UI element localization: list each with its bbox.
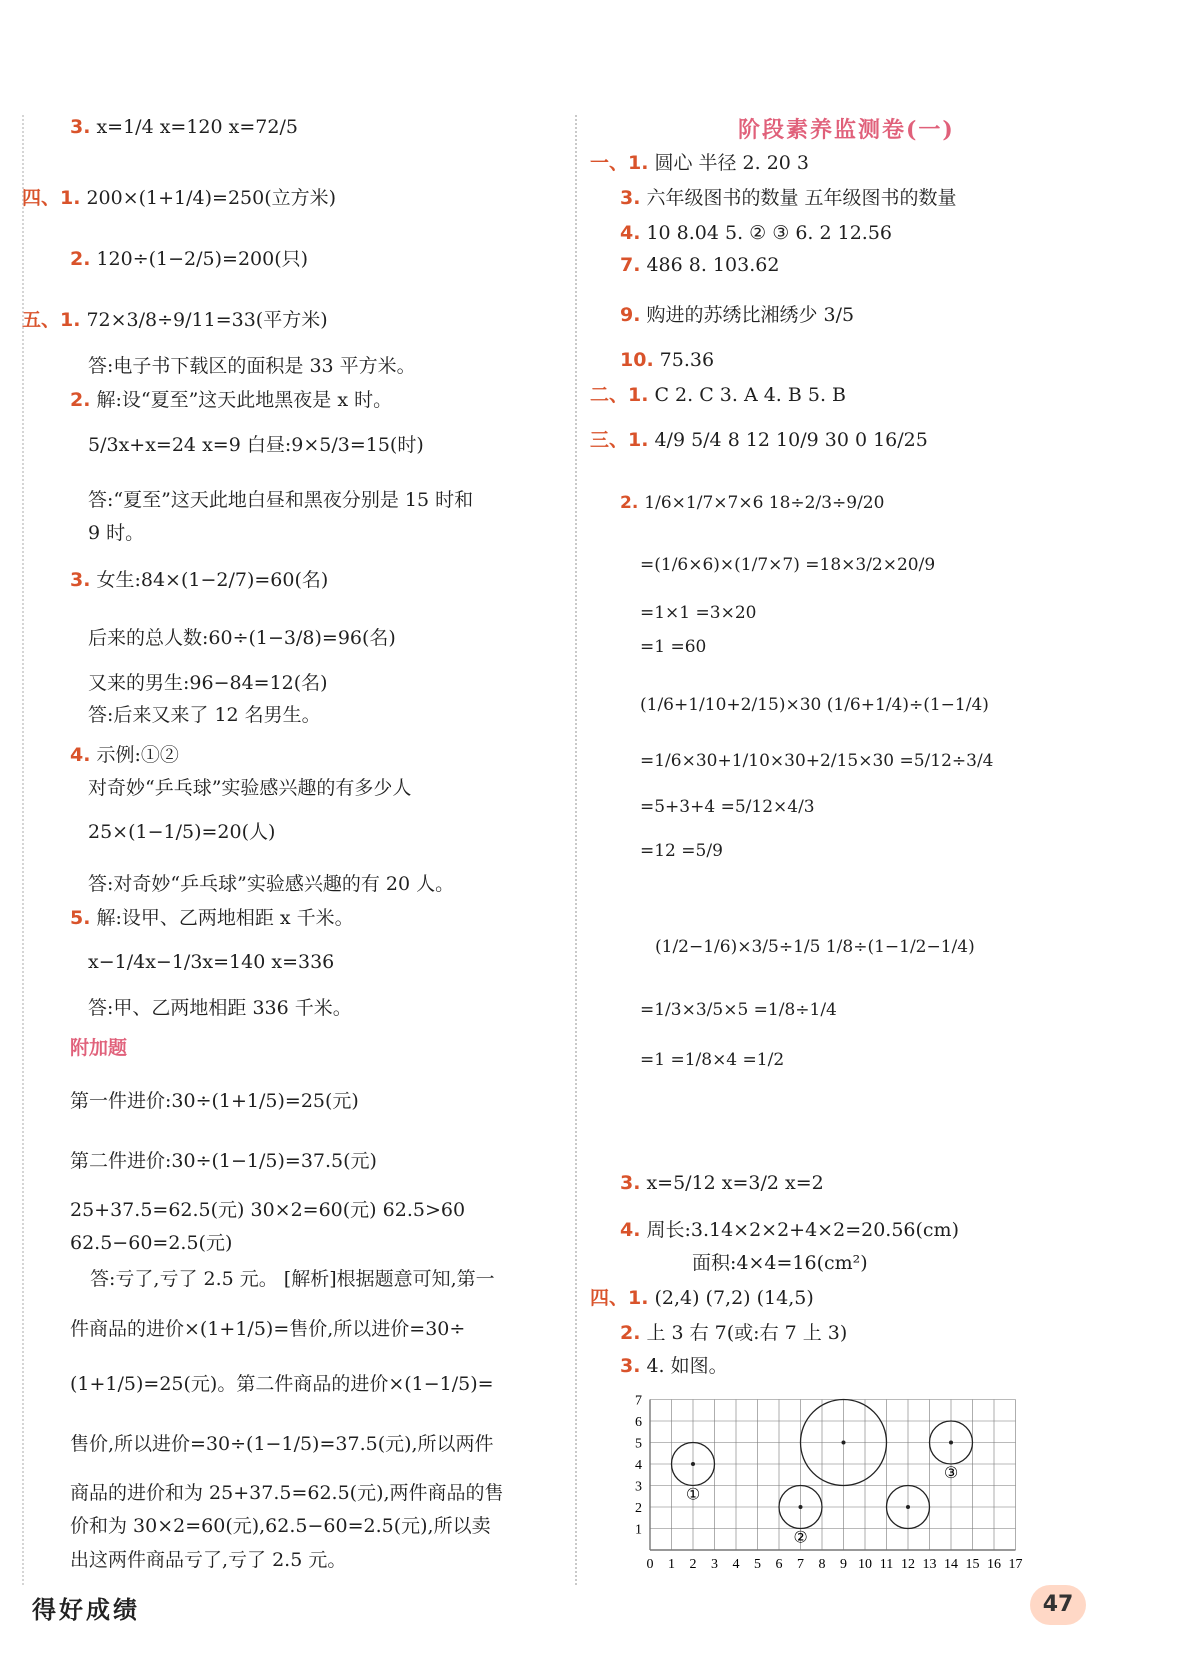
answer-line	[640, 995, 837, 1025]
answer-text: C 2. C 3. A 4. B 5. B	[654, 384, 847, 406]
answer-line	[620, 183, 957, 213]
answer-text: 答:后来又来了 12 名男生。	[88, 704, 321, 726]
answer-text: 5/3x+x=24 x=9 白昼:9×5/3=15(时)	[88, 434, 424, 456]
x-tick-label: 2	[689, 1557, 697, 1572]
answer-text: 1/6×1/7×7×6 18÷2/3÷9/20	[644, 493, 885, 513]
answer-line	[620, 1351, 728, 1381]
footer-brand: 得好成绩	[32, 1595, 140, 1624]
y-tick-label: 3	[635, 1479, 642, 1495]
item-number: 一、1.	[590, 152, 649, 174]
answer-text: 示例:①②	[96, 744, 179, 766]
answer-line	[88, 700, 321, 730]
item-number: 2.	[620, 1322, 641, 1344]
item-number: 二、1.	[590, 384, 649, 406]
answer-text: 答:“夏至”这天此地白昼和黑夜分别是 15 时和	[88, 489, 474, 511]
coordinate-grid	[625, 1385, 1045, 1575]
answer-line	[70, 1033, 127, 1063]
item-number: 三、1.	[590, 429, 649, 451]
circle-label: ①	[685, 1484, 701, 1504]
answer-text: 4/9 5/4 8 12 10/9 30 0 16/25	[654, 429, 928, 451]
answer-text: =1 =60	[640, 637, 707, 657]
answer-line	[70, 1195, 465, 1225]
answer-line	[620, 300, 854, 330]
x-tick-label: 3	[711, 1557, 718, 1572]
answer-line	[655, 932, 975, 962]
answer-line	[70, 1511, 491, 1541]
answer-line	[70, 112, 298, 142]
item-number: 4.	[70, 744, 91, 766]
answer-line	[620, 1168, 824, 1198]
answer-text: (2,4) (7,2) (14,5)	[654, 1287, 814, 1309]
x-tick-label: 1	[668, 1557, 675, 1572]
x-tick-label: 13	[922, 1557, 937, 1572]
circle-label: ②	[793, 1527, 808, 1547]
item-number: 2.	[70, 389, 91, 411]
circle-center-dot	[799, 1505, 803, 1509]
answer-line	[70, 740, 179, 770]
answer-text: 上 3 右 7(或:右 7 上 3)	[646, 1322, 848, 1344]
answer-line	[640, 1045, 784, 1075]
answer-line	[70, 1429, 494, 1459]
item-number: 3.	[70, 569, 91, 591]
answer-text: 答:电子书下载区的面积是 33 平方米。	[88, 355, 416, 377]
item-number: 9.	[620, 304, 641, 326]
y-tick-label: 2	[635, 1501, 642, 1516]
answer-text: 答:对奇妙“乒乓球”实验感兴趣的有 20 人。	[88, 873, 455, 895]
answer-text: (1/2−1/6)×3/5÷1/5 1/8÷(1−1/2−1/4)	[655, 937, 975, 957]
circle-label: ③	[943, 1463, 959, 1482]
answer-text: 出这两件商品亏了,亏了 2.5 元。	[70, 1549, 347, 1571]
answer-line	[88, 623, 396, 653]
answer-line	[88, 869, 454, 899]
answer-line	[70, 1314, 465, 1344]
item-number: 2.	[620, 493, 639, 513]
answer-line	[88, 485, 473, 515]
answer-line	[70, 1545, 346, 1575]
answer-text: 附加题	[70, 1037, 128, 1059]
answer-line	[70, 1228, 232, 1258]
answer-line	[70, 1146, 377, 1176]
item-number: 3.	[620, 1172, 641, 1194]
answer-text: 25+37.5=62.5(元) 30×2=60(元) 62.5>60	[70, 1199, 466, 1221]
answer-text: 25×(1−1/5)=20(人)	[88, 821, 276, 843]
item-number: 5.	[70, 907, 91, 929]
x-tick-label: 7	[797, 1557, 804, 1572]
item-number: 四、1.	[590, 1287, 649, 1309]
x-tick-label: 0	[646, 1557, 654, 1572]
answer-text: 圆心 半径 2. 20 3	[654, 152, 810, 174]
answer-text: 120÷(1−2/5)=200(只)	[96, 248, 309, 270]
answer-line	[70, 1369, 494, 1399]
x-tick-label: 11	[879, 1557, 894, 1572]
answer-line	[640, 792, 815, 822]
answer-line	[22, 305, 328, 335]
circle-center-dot	[691, 1462, 695, 1466]
answer-text: x−1/4x−1/3x=140 x=336	[88, 951, 335, 973]
answer-text: 购进的苏绣比湘绣少 3/5	[646, 304, 855, 326]
answer-text: 486 8. 103.62	[646, 254, 780, 276]
answer-line	[620, 1318, 847, 1348]
circle-center-dot	[842, 1441, 846, 1445]
x-tick-label: 4	[732, 1557, 740, 1572]
answer-text: 件商品的进价×(1+1/5)=售价,所以进价=30÷	[70, 1318, 466, 1340]
item-number: 四、1.	[22, 187, 81, 209]
y-tick-label: 4	[635, 1458, 642, 1473]
answer-text: 75.36	[659, 349, 715, 371]
answer-text: 200×(1+1/4)=250(立方米)	[86, 187, 337, 209]
answer-text: 六年级图书的数量 五年级图书的数量	[646, 187, 957, 209]
item-number: 3.	[620, 187, 641, 209]
answer-line	[620, 250, 779, 280]
x-tick-label: 15	[965, 1557, 980, 1572]
answer-text: 解:设“夏至”这天此地黑夜是 x 时。	[96, 389, 393, 411]
answer-line	[620, 345, 714, 375]
answer-line	[70, 1086, 359, 1116]
answer-text: 9 时。	[88, 522, 145, 544]
y-tick-label: 5	[635, 1436, 642, 1452]
item-number: 五、1.	[22, 309, 81, 331]
answer-text: 第二件进价:30÷(1−1/5)=37.5(元)	[70, 1150, 377, 1172]
answer-text: 解:设甲、乙两地相距 x 千米。	[96, 907, 354, 929]
answer-text: =12 =5/9	[640, 841, 723, 861]
x-tick-label: 5	[754, 1557, 761, 1572]
answer-text: =1×1 =3×20	[640, 603, 757, 623]
answer-text: 62.5−60=2.5(元)	[70, 1232, 233, 1254]
item-number: 10.	[620, 349, 654, 371]
answer-text: =5+3+4 =5/12×4/3	[640, 797, 815, 817]
answer-text: (1+1/5)=25(元)。第二件商品的进价×(1−1/5)=	[70, 1373, 494, 1395]
y-tick-label: 7	[635, 1393, 642, 1409]
x-tick-label: 14	[944, 1557, 958, 1572]
answer-line	[70, 565, 328, 595]
item-number: 2.	[70, 248, 91, 270]
x-tick-label: 8	[818, 1557, 826, 1572]
answer-text: 售价,所以进价=30÷(1−1/5)=37.5(元),所以两件	[70, 1433, 494, 1455]
answer-line	[88, 351, 416, 381]
answer-text: 第一件进价:30÷(1+1/5)=25(元)	[70, 1090, 359, 1112]
x-tick-label: 6	[775, 1557, 783, 1572]
answer-line	[88, 773, 411, 803]
answer-line	[640, 746, 994, 776]
answer-line	[620, 1215, 959, 1245]
answer-line	[590, 148, 809, 178]
y-tick-label: 1	[635, 1522, 642, 1538]
x-tick-label: 16	[987, 1557, 1001, 1572]
left-margin-rule	[22, 115, 24, 1585]
answer-text: 女生:84×(1−2/7)=60(名)	[96, 569, 329, 591]
answer-line	[70, 244, 308, 274]
answer-line	[590, 380, 846, 410]
answer-line	[88, 817, 275, 847]
answer-line	[640, 836, 723, 866]
answer-line	[70, 903, 354, 933]
answer-line	[692, 1248, 868, 1278]
x-tick-label: 9	[840, 1557, 847, 1572]
answer-text: 4. 如图。	[646, 1355, 728, 1377]
circle-center-dot	[949, 1441, 953, 1445]
answer-text: =1/3×3/5×5 =1/8÷1/4	[640, 1000, 837, 1020]
answer-text: =(1/6×6)×(1/7×7) =18×3/2×20/9	[640, 555, 936, 575]
answer-line	[590, 1283, 814, 1313]
answer-line	[620, 218, 892, 248]
answer-line	[88, 518, 144, 548]
section-title: 阶段素养监测卷(一)	[738, 117, 955, 143]
answer-text: 面积:4×4=16(cm²)	[692, 1252, 868, 1274]
x-tick-label: 17	[1008, 1557, 1023, 1572]
answer-text: 后来的总人数:60÷(1−3/8)=96(名)	[88, 627, 396, 649]
answer-line	[88, 993, 352, 1023]
answer-text: 对奇妙“乒乓球”实验感兴趣的有多少人	[88, 777, 412, 799]
item-number: 4.	[620, 222, 641, 244]
answer-line	[590, 425, 928, 455]
item-number: 4.	[620, 1219, 641, 1241]
answer-text: =1 =1/8×4 =1/2	[640, 1050, 785, 1070]
circle-center-dot	[906, 1505, 910, 1509]
x-tick-label: 12	[901, 1557, 915, 1572]
answer-text: 周长:3.14×2×2+4×2=20.56(cm)	[646, 1219, 959, 1241]
answer-line	[70, 1478, 504, 1508]
page-number: 47	[1030, 1585, 1086, 1625]
answer-line	[620, 488, 884, 518]
answer-line	[88, 668, 328, 698]
answer-text: 商品的进价和为 25+37.5=62.5(元),两件商品的售	[70, 1482, 504, 1504]
answer-text: 10 8.04 5. ② ③ 6. 2 12.56	[646, 222, 893, 244]
answer-line	[88, 430, 424, 460]
answer-line	[88, 947, 334, 977]
answer-text: 答:亏了,亏了 2.5 元。 [解析]根据题意可知,第一	[90, 1268, 495, 1290]
answer-text: 72×3/8÷9/11=33(平方米)	[86, 309, 328, 331]
answer-line	[640, 550, 935, 580]
answer-text: 又来的男生:96−84=12(名)	[88, 672, 328, 694]
x-tick-label: 10	[858, 1557, 872, 1572]
answer-line	[70, 385, 392, 415]
answer-text: =1/6×30+1/10×30+2/15×30 =5/12÷3/4	[640, 751, 994, 771]
y-tick-label: 6	[635, 1415, 642, 1430]
answer-line	[22, 183, 336, 213]
answer-text: x=1/4 x=120 x=72/5	[96, 116, 298, 138]
item-number: 7.	[620, 254, 641, 276]
answer-text: (1/6+1/10+2/15)×30 (1/6+1/4)÷(1−1/4)	[640, 695, 989, 715]
answer-line	[640, 690, 989, 720]
answer-line	[90, 1264, 495, 1294]
item-number: 3.	[70, 116, 91, 138]
answer-line	[640, 632, 706, 662]
answer-text: x=5/12 x=3/2 x=2	[646, 1172, 824, 1194]
column-divider	[575, 115, 577, 1585]
answer-text: 答:甲、乙两地相距 336 千米。	[88, 997, 352, 1019]
answer-line	[640, 598, 756, 628]
item-number: 3.	[620, 1355, 641, 1377]
answer-text: 价和为 30×2=60(元),62.5−60=2.5(元),所以卖	[70, 1515, 491, 1537]
